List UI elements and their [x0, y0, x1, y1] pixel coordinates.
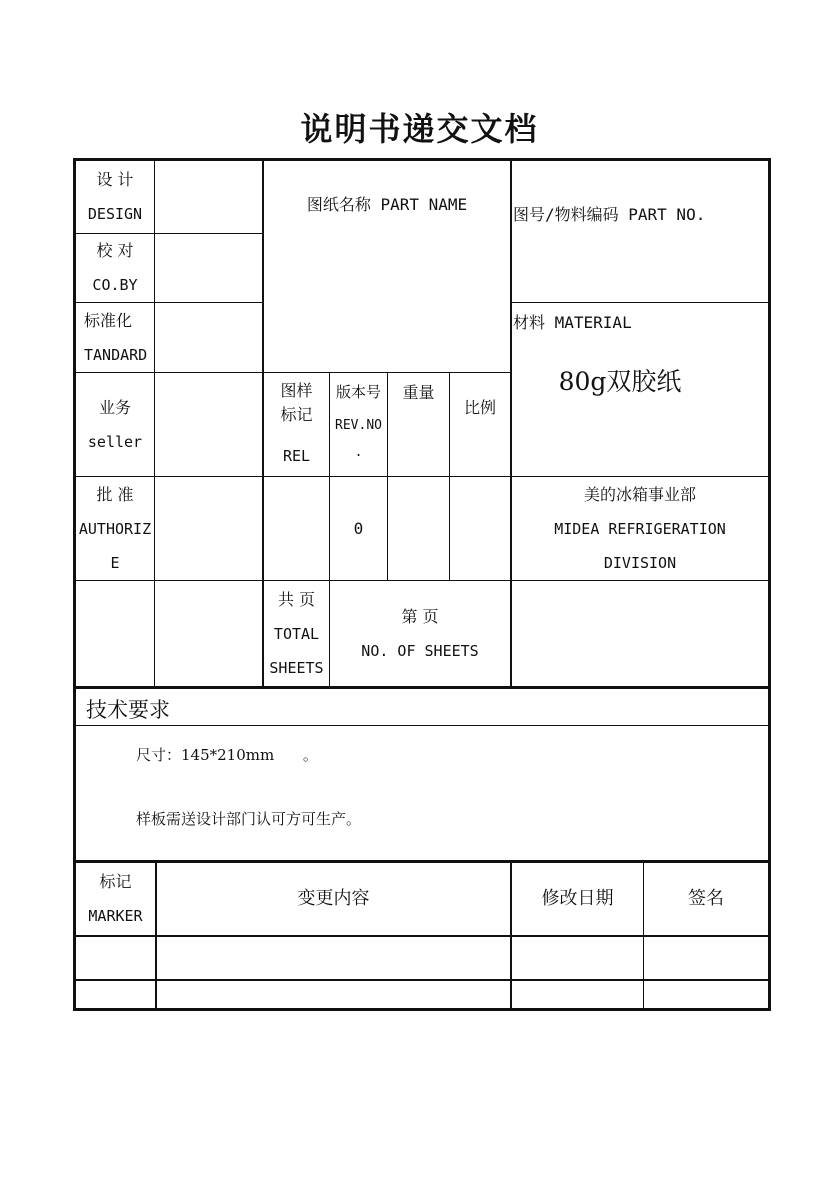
sample-mark-label: 图样 标记 REL — [280, 381, 313, 465]
tech-req-line: 样板需送设计部门认可方可生产。 — [136, 810, 362, 828]
rev-no-label: 版本号 REV.NO . — [335, 383, 382, 460]
scale-label: 比例 — [463, 398, 496, 417]
standardization-label: 标准化 TANDARD — [84, 310, 148, 364]
material-value: 80g双胶纸 — [558, 367, 682, 396]
material-label: 材料 MATERIAL — [513, 313, 632, 332]
check-label: 校 对 CO.BY — [92, 241, 138, 294]
signature-header: 签名 — [688, 888, 724, 909]
authorize-label: 批 准 AUTHORIZ E — [78, 484, 152, 572]
total-sheets-label: 共 页 TOTAL SHEETS — [269, 589, 324, 677]
company-label: 美的冰箱事业部 MIDEA REFRIGERATION DIVISION — [554, 484, 726, 572]
marker-header: 标记 MARKER — [88, 872, 143, 925]
tech-req-line: 尺寸：145*210mm 。 — [136, 746, 318, 764]
seller-label: 业务 seller — [87, 397, 143, 451]
change-content-header: 变更内容 — [297, 888, 370, 909]
change-date-header: 修改日期 — [541, 888, 614, 909]
sheet-no-label: 第 页 NO. OF SHEETS — [361, 606, 479, 660]
design-label: 设 计 DESIGN — [87, 170, 143, 223]
tech-req-header: 技术要求 — [86, 698, 170, 722]
part-name-label: 图纸名称 PART NAME — [306, 195, 468, 214]
rev-value: 0 — [353, 518, 364, 538]
weight-label: 重量 — [402, 383, 435, 402]
part-no-label: 图号/物料编码 PART NO. — [513, 205, 706, 224]
document-title: 说明书递交文档 — [300, 110, 539, 148]
